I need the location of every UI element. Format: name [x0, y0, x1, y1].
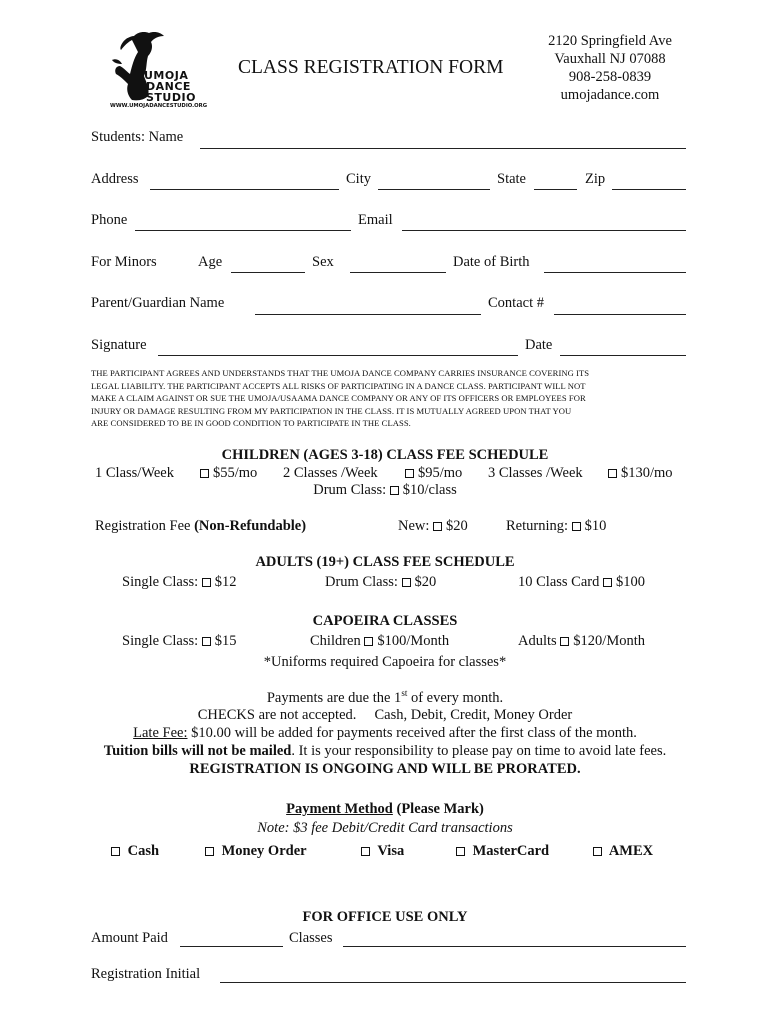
late-fee — [0, 725, 770, 742]
option-label: MasterCard — [472, 843, 550, 859]
single-price: $12 — [214, 574, 237, 590]
initial-field[interactable] — [220, 982, 686, 983]
single-label: Single Class: — [122, 633, 199, 649]
waiver-line: INJURY OR DAMAGE RESULTING FROM MY PARTICIPATION IN THE CLASS. IT IS MUTUALLY AGREED UPON THAT YOU — [91, 405, 572, 416]
option-label: Money Order — [221, 843, 307, 859]
children-heading: CHILDREN (AGES 3-18) CLASS FEE SCHEDULE — [221, 447, 549, 463]
option-label: AMEX — [608, 843, 654, 859]
student-name-field[interactable] — [200, 148, 686, 149]
pay-option-money-order[interactable] — [205, 843, 307, 860]
address-line: Vauxhall NJ 07088 — [554, 51, 666, 67]
checkbox[interactable] — [593, 847, 602, 856]
checks-note: CHECKS are not accepted. — [197, 707, 357, 723]
ongoing-note: REGISTRATION IS ONGOING AND WILL BE PRORATED. — [189, 761, 581, 777]
drum-label: Drum Class: — [325, 574, 398, 590]
drum-price: $10/class — [402, 482, 457, 498]
checkbox[interactable] — [560, 637, 569, 646]
pay-option-cash[interactable] — [111, 843, 159, 860]
card-fee-note: Note: $3 fee Debit/Credit Card transactions — [257, 820, 513, 836]
waiver-line: ARE CONSIDERED TO BE IN GOOD CONDITION TO PARTICIPATE IN THE CLASS. — [91, 418, 411, 429]
sex-field[interactable] — [350, 272, 446, 273]
children-three-class-label: 3 Classes /Week — [488, 465, 583, 481]
checkbox[interactable] — [433, 522, 442, 531]
checkbox[interactable] — [608, 469, 617, 478]
studio-address — [530, 32, 690, 104]
age-label: Age — [198, 254, 223, 270]
price: $55/mo — [213, 465, 258, 481]
registration-new-option[interactable] — [398, 518, 468, 535]
adults-drum-option[interactable] — [325, 574, 436, 591]
city-field[interactable] — [378, 189, 490, 190]
waiver-line: MAKE A CLAIM AGAINST OR SUE THE UMOJA/USAAMA DANCE COMPANY OR ANY OF ITS OFFICERS OR EMPLOYEES FOR — [91, 393, 586, 404]
guardian-label: Parent/Guardian Name — [91, 295, 225, 311]
checkbox[interactable] — [361, 847, 370, 856]
children-label: Children — [310, 633, 361, 649]
payment-method-heading — [0, 801, 770, 818]
due-pre: Payments are due the 1 — [266, 689, 402, 706]
payments-accepted — [0, 707, 770, 724]
classes-field[interactable] — [343, 946, 686, 947]
card-label: 10 Class Card — [518, 574, 600, 590]
adults-card-option[interactable] — [518, 574, 645, 591]
checkbox[interactable] — [111, 847, 120, 856]
tuition-note — [0, 743, 770, 760]
contact-label: Contact # — [488, 295, 544, 311]
phone-label: Phone — [91, 212, 128, 228]
email-label: Email — [358, 212, 393, 228]
tuition-rest: . It is your responsibility to please pay on time to avoid late fees. — [291, 743, 667, 759]
checkbox[interactable] — [390, 486, 399, 495]
address-line: 908-258-0839 — [568, 69, 652, 85]
adults-label: Adults — [518, 633, 557, 649]
drum-price: $20 — [414, 574, 437, 590]
checkbox[interactable] — [202, 637, 211, 646]
payment-method-title: Payment Method — [286, 801, 393, 817]
registration-returning-option[interactable] — [506, 518, 606, 535]
checkbox[interactable] — [200, 469, 209, 478]
drum-label: Drum Class: — [313, 482, 387, 498]
guardian-field[interactable] — [255, 314, 481, 315]
logo-url: WWW.UMOJADANCESTUDIO.ORG — [110, 103, 208, 109]
address-label: Address — [91, 171, 139, 187]
capoeira-adults-option[interactable] — [518, 633, 645, 650]
returning-price: $10 — [584, 518, 607, 534]
classes-label: Classes — [289, 930, 333, 946]
logo-name-3: STUDIO — [146, 91, 196, 104]
children-two-class-option[interactable] — [405, 465, 462, 482]
tuition-bold: Tuition bills will not be mailed — [103, 743, 292, 759]
price: $95/mo — [418, 465, 463, 481]
accepted-methods: Cash, Debit, Credit, Money Order — [374, 707, 573, 723]
children-one-class-label: 1 Class/Week — [95, 465, 174, 481]
for-minors-label: For Minors — [91, 254, 157, 270]
dob-label: Date of Birth — [453, 254, 530, 270]
due-sup: st — [401, 688, 408, 698]
form-title: CLASS REGISTRATION FORM — [238, 57, 504, 78]
adults-heading: ADULTS (19+) CLASS FEE SCHEDULE — [255, 554, 515, 570]
checkbox[interactable] — [202, 578, 211, 587]
children-drum-row — [0, 482, 770, 499]
phone-field[interactable] — [135, 230, 351, 231]
signature-field[interactable] — [158, 355, 518, 356]
new-price: $20 — [446, 518, 468, 534]
card-price: $100 — [615, 574, 645, 590]
checkbox[interactable] — [603, 578, 612, 587]
state-field[interactable] — [534, 189, 577, 190]
initial-label: Registration Initial — [91, 966, 201, 982]
address-line: umojadance.com — [560, 87, 660, 103]
checkbox[interactable] — [456, 847, 465, 856]
capoeira-heading: CAPOEIRA CLASSES — [312, 613, 458, 629]
new-label: New: — [398, 518, 430, 534]
checkbox[interactable] — [405, 469, 414, 478]
signature-label: Signature — [91, 337, 147, 353]
registration-label: Registration Fee — [95, 518, 195, 534]
date-field[interactable] — [560, 355, 686, 356]
address-line: 2120 Springfield Ave — [548, 33, 672, 49]
adults-single-option[interactable] — [122, 574, 237, 591]
late-fee-text: $10.00 will be added for payments received after the first class of the month. — [187, 725, 637, 741]
age-field[interactable] — [231, 272, 305, 273]
sex-label: Sex — [312, 254, 334, 270]
please-mark: (Please Mark) — [392, 801, 484, 817]
late-fee-label: Late Fee: — [133, 725, 188, 741]
contact-field[interactable] — [554, 314, 686, 315]
zip-label: Zip — [585, 171, 606, 187]
dob-field[interactable] — [544, 272, 686, 273]
state-label: State — [497, 171, 526, 187]
single-label: Single Class: — [122, 574, 199, 590]
option-label: Visa — [377, 843, 405, 859]
waiver-line: LEGAL LIABILITY. THE PARTICIPANT ACCEPTS ALL RISKS OF PARTICIPATING IN A DANCE CLASS. PARTICIPANT WILL NOT — [91, 380, 586, 391]
payments-due — [0, 688, 770, 707]
children-three-class-option[interactable] — [608, 465, 673, 482]
children-two-class-label: 2 Classes /Week — [283, 465, 378, 481]
amount-paid-field[interactable] — [180, 946, 283, 947]
waiver-line: THE PARTICIPANT AGREES AND UNDERSTANDS THAT THE UMOJA DANCE COMPANY CARRIES INSURANCE COVERING ITS — [91, 368, 590, 378]
checkbox[interactable] — [572, 522, 581, 531]
capoeira-note: *Uniforms required Capoeira for classes* — [263, 654, 507, 670]
student-name-label: Students: Name — [91, 129, 184, 145]
office-heading: FOR OFFICE USE ONLY — [302, 909, 468, 925]
children-price: $100/Month — [377, 633, 450, 649]
checkbox[interactable] — [402, 578, 411, 587]
liability-waiver — [91, 367, 691, 430]
pay-option-amex[interactable] — [593, 843, 653, 860]
pay-option-mastercard[interactable] — [456, 843, 549, 860]
non-refundable-note: (Non-Refundable) — [194, 518, 307, 534]
children-one-class-option[interactable] — [200, 465, 257, 482]
capoeira-single-option[interactable] — [122, 633, 237, 650]
price: $130/mo — [621, 465, 673, 481]
due-post: of every month. — [407, 689, 504, 706]
amount-paid-label: Amount Paid — [91, 930, 168, 946]
date-label: Date — [525, 337, 553, 353]
single-price: $15 — [214, 633, 237, 649]
checkbox[interactable] — [205, 847, 214, 856]
adults-price: $120/Month — [573, 633, 645, 649]
logo — [108, 30, 208, 110]
option-label: Cash — [127, 843, 160, 859]
pay-option-visa[interactable] — [361, 843, 404, 860]
city-label: City — [346, 171, 371, 187]
logo-name-2: DANCE — [146, 80, 191, 93]
checkbox[interactable] — [364, 637, 373, 646]
capoeira-children-option[interactable] — [310, 633, 449, 650]
logo-name-1: UMOJA — [144, 69, 189, 82]
returning-label: Returning: — [506, 518, 569, 534]
address-field[interactable] — [150, 189, 339, 190]
registration-fee-label — [95, 518, 306, 535]
email-field[interactable] — [402, 230, 686, 231]
zip-field[interactable] — [612, 189, 686, 190]
